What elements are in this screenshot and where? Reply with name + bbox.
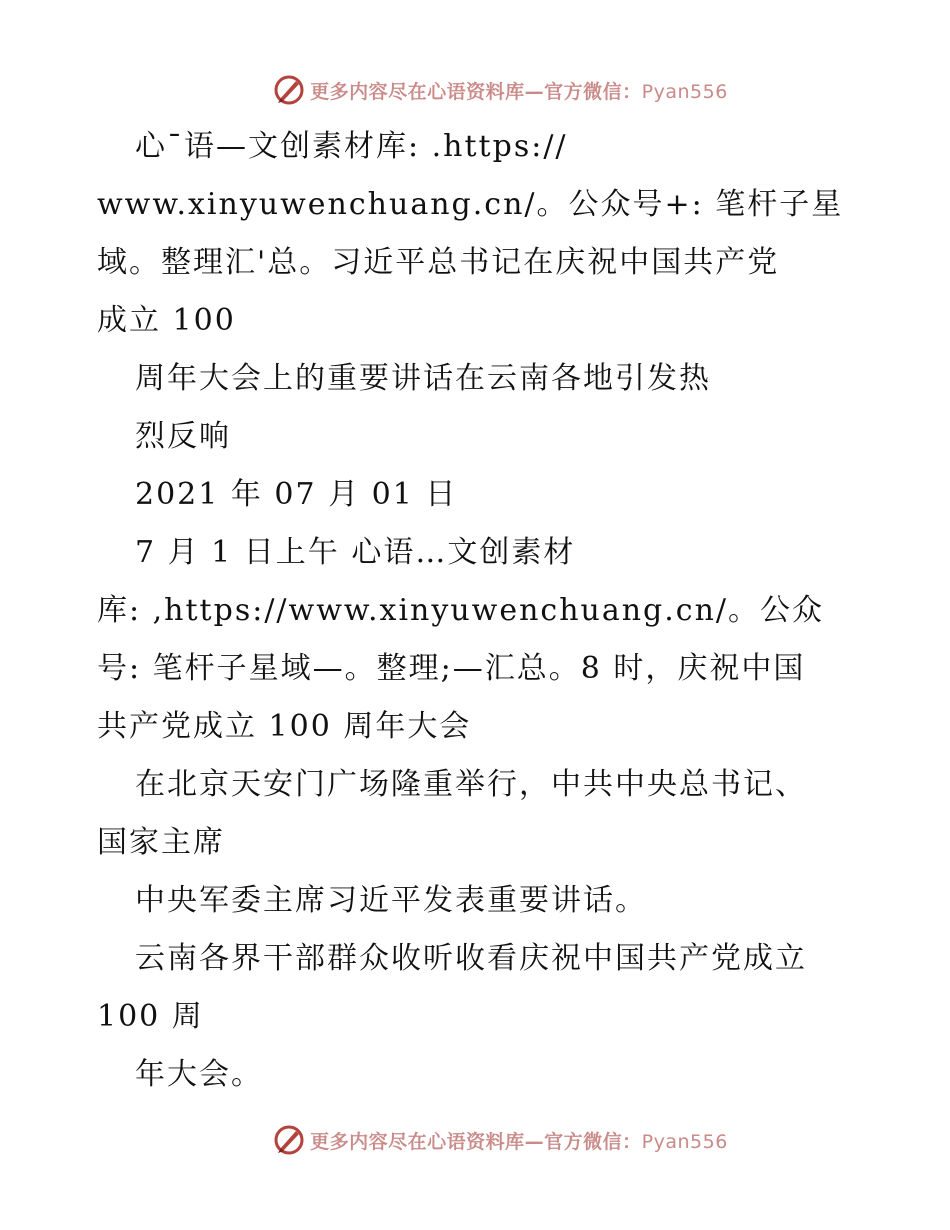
header-banner xyxy=(0,70,950,110)
footer-banner-text xyxy=(310,1127,728,1154)
text-line: 号: 笔杆子星域—。整理;—汇总。8 时，庆祝中国 xyxy=(97,651,806,686)
text-line: 周年大会上的重要讲话在云南各地引发热 xyxy=(135,361,711,396)
header-banner-text xyxy=(310,77,728,104)
header-banner-message: 更多内容尽在心语资料库—官方微信： xyxy=(310,80,642,103)
text-line: www.xinyuwenchuang.cn/。公众号+: 笔杆子星 xyxy=(97,187,844,222)
document-body xyxy=(97,118,897,1104)
text-line: 7 月 1 日上午 心语…文创素材 xyxy=(135,535,576,570)
text-line: 云南各界干部群众收听收看庆祝中国共产党成立 xyxy=(135,941,807,976)
text-line: 库: ,https://www.xinyuwenchuang.cn/。公众 xyxy=(97,593,825,628)
text-line: 在北京天安门广场隆重举行，中共中央总书记、 xyxy=(135,767,807,802)
text-line: 成立 100 xyxy=(97,303,236,338)
footer-banner xyxy=(0,1120,950,1160)
text-line: 共产党成立 100 周年大会 xyxy=(97,709,472,744)
footer-banner-message: 更多内容尽在心语资料库—官方微信： xyxy=(310,1130,642,1153)
text-line: 中央军委主席习近平发表重要讲话。 xyxy=(135,883,647,918)
text-line: 100 周 xyxy=(97,999,204,1034)
pen-logo-icon xyxy=(272,73,306,107)
text-line: 域。整理汇'总。习近平总书记在庆祝中国共产党 xyxy=(97,245,780,280)
footer-banner-contact: Pyan556 xyxy=(641,1130,728,1153)
text-line: 烈反响 xyxy=(135,419,231,454)
text-line: 心¯语—文创素材库: .https:// xyxy=(135,129,568,164)
pen-logo-icon xyxy=(272,1123,306,1157)
header-banner-contact: Pyan556 xyxy=(641,80,728,103)
text-line: 2021 年 07 月 01 日 xyxy=(135,477,458,512)
text-line: 年大会。 xyxy=(135,1057,263,1092)
text-line: 国家主席 xyxy=(97,825,225,860)
